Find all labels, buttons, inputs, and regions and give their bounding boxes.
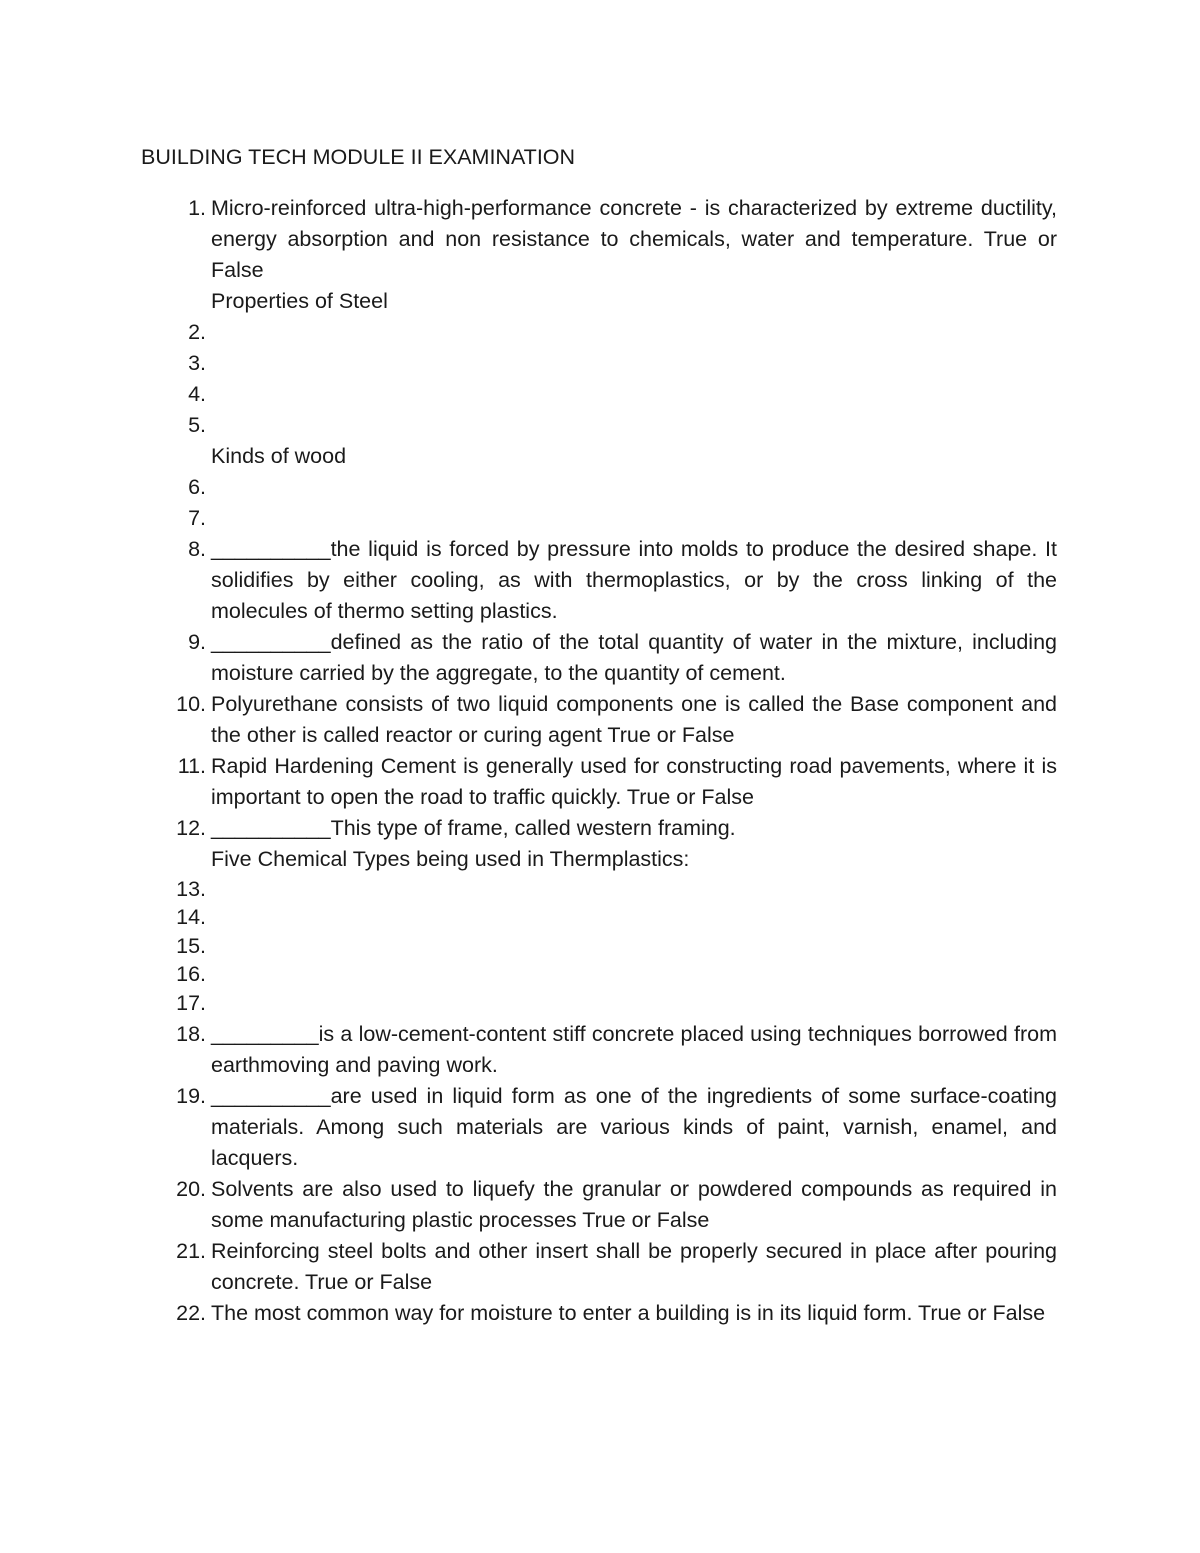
question-number: 19. xyxy=(176,1084,206,1109)
question-number: 21. xyxy=(176,1239,206,1264)
question-item xyxy=(0,751,1200,813)
question-item xyxy=(0,689,1200,751)
question-item xyxy=(0,472,1200,503)
question-text xyxy=(211,960,1057,988)
question-number: 6. xyxy=(188,475,206,499)
question-item xyxy=(0,317,1200,348)
page-title: BUILDING TECH MODULE II EXAMINATION xyxy=(141,145,576,169)
question-item xyxy=(0,1174,1200,1236)
question-item xyxy=(0,903,1200,931)
question-number: 1. xyxy=(188,196,206,220)
question-number: 12. xyxy=(176,816,206,840)
question-item xyxy=(0,813,1200,844)
question-item xyxy=(0,875,1200,903)
question-text: __________are used in liquid form as one of the ingredients of some surface-coating materials. Among such materials are various kinds of paint, varnish, enamel, and lacquers. xyxy=(211,1084,1057,1171)
question-item xyxy=(0,193,1200,286)
question-text: _________is a low-cement-content stiff concrete placed using techniques borrowed from earthmoving and paving work. xyxy=(211,1022,1057,1078)
question-number: 14. xyxy=(176,905,206,930)
question-item xyxy=(0,1081,1200,1174)
question-item xyxy=(0,627,1200,689)
question-number: 10. xyxy=(176,692,206,716)
question-item xyxy=(0,534,1200,627)
question-number: 8. xyxy=(188,537,206,561)
question-text: Reinforcing steel bolts and other insert shall be properly secured in place after pouring concrete. True or False xyxy=(211,1239,1057,1295)
question-text: __________defined as the ratio of the total quantity of water in the mixture, including moisture carried by the aggregate, to the quantity of cement. xyxy=(211,630,1057,685)
question-text xyxy=(211,875,1057,903)
question-number: 5. xyxy=(188,413,206,437)
question-text xyxy=(211,348,1057,379)
question-number: 4. xyxy=(188,382,206,406)
question-item xyxy=(0,1236,1200,1298)
question-list xyxy=(0,193,1200,1329)
question-number: 22. xyxy=(176,1301,206,1326)
question-item xyxy=(0,410,1200,441)
question-text: Solvents are also used to liquefy the granular or powdered compounds as required in some manufacturing plastic processes True or False xyxy=(211,1177,1057,1233)
question-item xyxy=(0,960,1200,988)
question-number: 2. xyxy=(188,320,206,344)
question-number: 9. xyxy=(188,630,206,654)
question-text xyxy=(211,317,1057,348)
question-text xyxy=(211,932,1057,960)
question-text xyxy=(211,503,1057,534)
question-number: 15. xyxy=(176,933,206,958)
section-heading xyxy=(0,441,1200,472)
question-item xyxy=(0,503,1200,534)
question-text: The most common way for moisture to enter a building is in its liquid form. True or False xyxy=(211,1301,1046,1326)
section-heading-text: Properties of Steel xyxy=(211,289,388,313)
question-number: 13. xyxy=(176,877,206,901)
question-item xyxy=(0,348,1200,379)
section-heading xyxy=(0,286,1200,317)
question-text: __________This type of frame, called western framing. xyxy=(211,816,736,840)
question-number: 11. xyxy=(177,754,206,778)
question-number: 17. xyxy=(176,991,206,1016)
question-text: Micro-reinforced ultra-high-performance concrete - is characterized by extreme ductility, energy absorption and non resistance to chemicals, water and temperature. True or False xyxy=(211,196,1057,282)
section-heading-text: Kinds of wood xyxy=(211,444,347,468)
question-item xyxy=(0,988,1200,1019)
question-item xyxy=(0,1298,1200,1329)
question-text: Polyurethane consists of two liquid components one is called the Base component and the other is called reactor or curing agent True or False xyxy=(211,692,1057,747)
question-text xyxy=(211,472,1057,503)
question-item xyxy=(0,932,1200,960)
question-number: 16. xyxy=(176,961,206,986)
question-number: 7. xyxy=(188,506,206,530)
section-heading xyxy=(0,844,1200,875)
question-text: Rapid Hardening Cement is generally used for constructing road pavements, where it is important to open the road to traffic quickly. True or False xyxy=(211,754,1057,809)
question-item xyxy=(0,1019,1200,1081)
section-heading-text: Five Chemical Types being used in Thermplastics: xyxy=(211,847,690,871)
question-number: 3. xyxy=(188,351,206,375)
question-text xyxy=(211,988,1057,1019)
question-text: __________the liquid is forced by pressure into molds to produce the desired shape. It solidifies by either cooling, as with thermoplastics, or by the cross linking of the molecules of thermo setting plastics. xyxy=(211,537,1057,623)
question-item xyxy=(0,379,1200,410)
question-text xyxy=(211,903,1057,931)
question-number: 18. xyxy=(176,1022,206,1047)
question-number: 20. xyxy=(176,1177,206,1202)
question-text xyxy=(211,379,1057,410)
question-text xyxy=(211,410,1057,441)
